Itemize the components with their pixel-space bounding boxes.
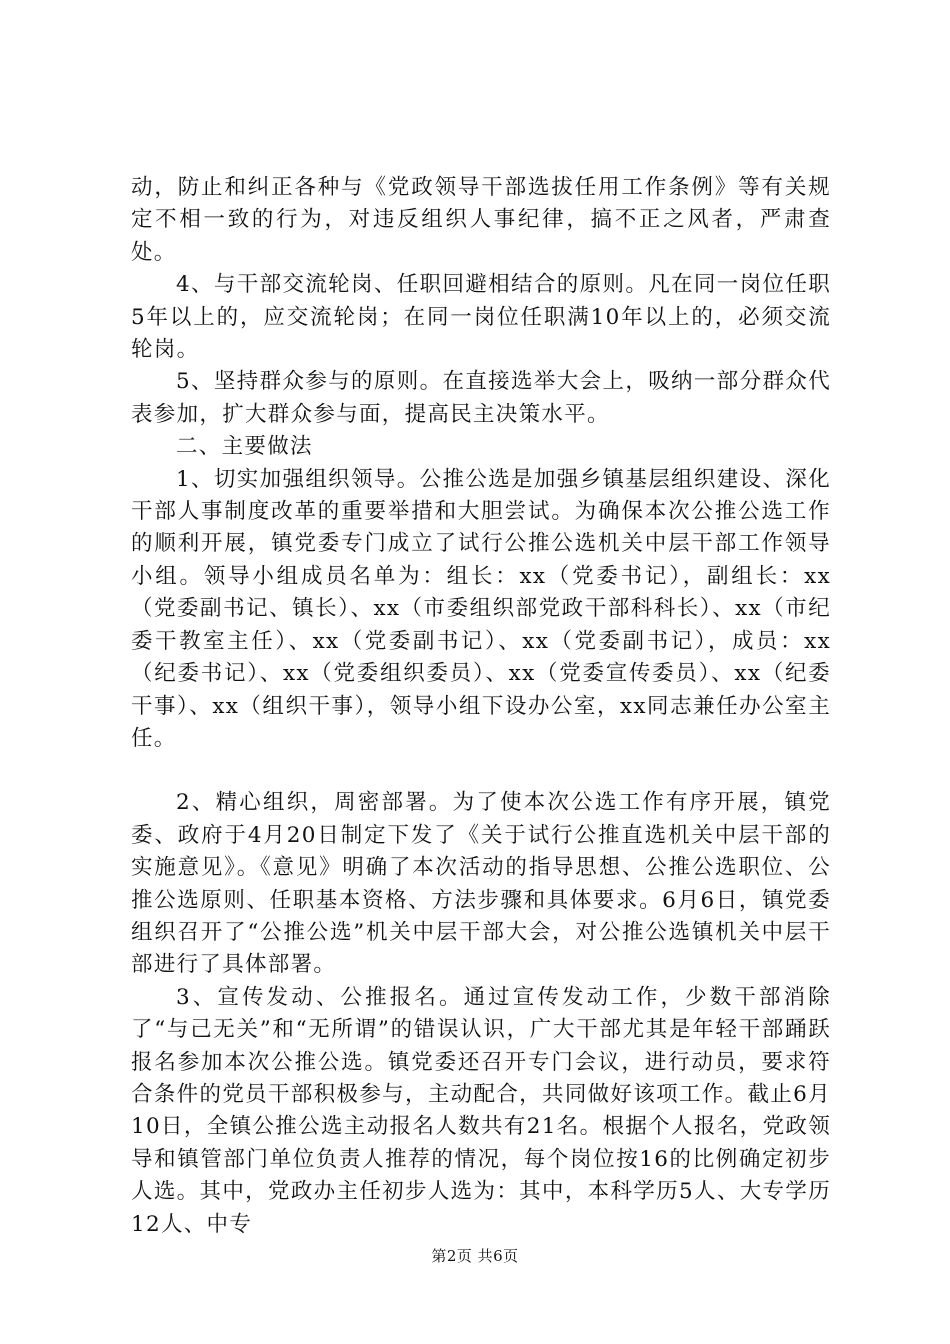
paragraph-gap <box>131 755 831 787</box>
paragraph-continuation: 动，防止和纠正各种与《党政领导干部选拔任用工作条例》等有关规定不相一致的行为，对违反组织人事纪律，搞不正之风者，严肃查处。 <box>131 175 831 265</box>
paragraph-principle-4: 4、与干部交流轮岗、任职回避相结合的原则。凡在同一岗位任职5年以上的，应交流轮岗；在同一岗位任职满10年以上的，必须交流轮岗。 <box>131 272 831 363</box>
section-heading: 二、主要做法 <box>176 434 313 460</box>
paragraph-practice-3: 3、宣传发动、公推报名。通过宣传发动工作，少数干部消除了“与己无关”和“无所谓”的错误认识，广大干部尤其是年轻干部踊跃报名参加本次公推公选。镇党委还召开专门会议，进行动员，要求符合条件的党员干部积极参与，主动配合，共同做好该项工作。截止6月10日，全镇公推公选主动报名人数共有21名。根据个人报名，党政领导和镇管部门单位负责人推荐的情况，每个岗位按16的比例确定初步人选。其中，党政办主任初步人选为：其中，本科学历5人、大专学历12人、中专 <box>131 984 831 1237</box>
document-body <box>131 172 831 1241</box>
page-number-footer: 第2页 共6页 <box>431 1247 519 1265</box>
paragraph-practice-2: 2、精心组织，周密部署。为了使本次公选工作有序开展，镇党委、政府于4月20日制定下发了《关于试行公推直选机关中层干部的实施意见》。《意见》明确了本次活动的指导思想、公推公选职位、公推公选原则、任职基本资格、方法步骤和具体要求。6月6日，镇党委组织召开了“公推公选”机关中层干部大会，对公推公选镇机关中层干部进行了具体部署。 <box>131 790 831 978</box>
paragraph-principle-5: 5、坚持群众参与的原则。在直接选举大会上，吸纳一部分群众代表参加，扩大群众参与面，提高民主决策水平。 <box>131 369 831 427</box>
paragraph-practice-1: 1、切实加强组织领导。公推公选是加强乡镇基层组织建设、深化干部人事制度改革的重要举措和大胆尝试。为确保本次公推公选工作的顺利开展，镇党委专门成立了试行公推公选机关中层干部工作领导小组。领导小组成员名单为：组长：xx（党委书记），副组长：xx（党委副书记、镇长）、xx（市委组织部党政干部科科长）、xx（市纪委干教室主任）、xx（党委副书记）、xx（党委副书记），成员：xx（纪委书记）、xx（党委组织委员）、xx（党委宣传委员）、xx（纪委干事）、xx（组织干事），领导小组下设办公室，xx同志兼任办公室主任。 <box>131 466 831 751</box>
